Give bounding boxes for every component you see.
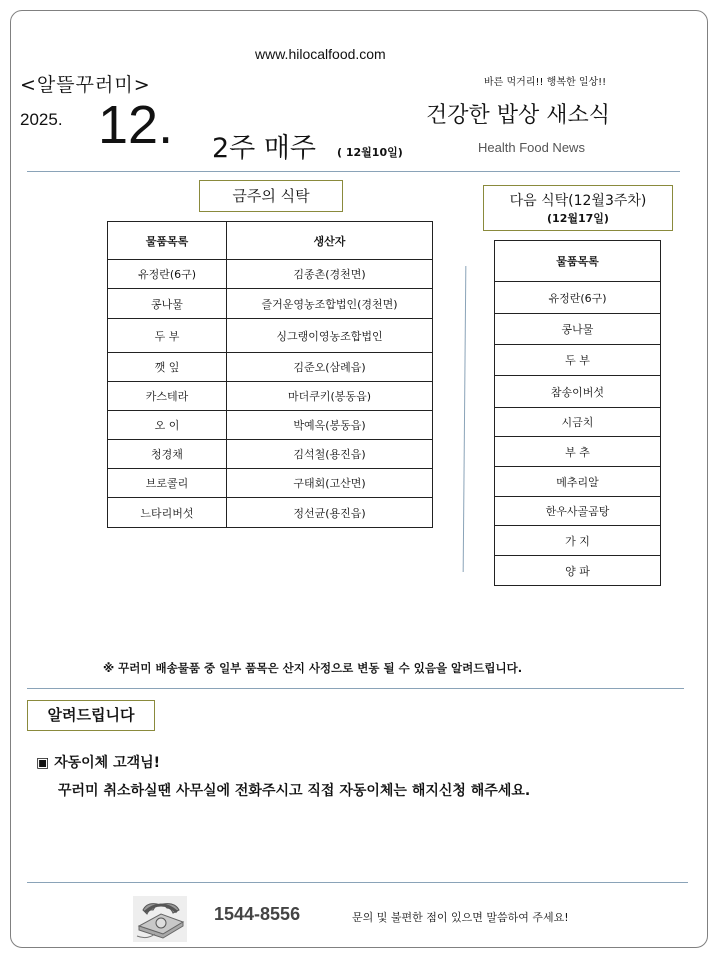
producer-cell: 구태회(고산면) bbox=[227, 469, 433, 498]
list-item bbox=[495, 497, 661, 526]
table-header-item: 물품목록 bbox=[108, 222, 227, 260]
list-item bbox=[495, 437, 661, 467]
issue-year: 2025. bbox=[20, 110, 63, 129]
contact-note: 문의 및 불편한 점이 있으면 말씀하여 주세요! bbox=[352, 911, 569, 924]
table-row bbox=[108, 260, 433, 289]
table-row bbox=[108, 382, 433, 411]
announce-heading: ▣ 자동이체 고객님! bbox=[36, 755, 161, 771]
item-cell: 참송이버섯 bbox=[495, 376, 661, 408]
issue-month: 12. bbox=[98, 95, 174, 155]
slogan: 바른 먹거리!! 행복한 일상!! bbox=[484, 77, 607, 88]
section-divider bbox=[27, 688, 684, 689]
announce-label: 알려드립니다 bbox=[27, 700, 155, 731]
producer-cell: 마더쿠키(봉동읍) bbox=[227, 382, 433, 411]
list-item bbox=[495, 408, 661, 437]
table-header-item: 물품목록 bbox=[495, 241, 661, 282]
substitution-notice: ※ 꾸러미 배송물품 중 일부 품목은 산지 사정으로 변동 될 수 있음을 알려드립니다. bbox=[103, 661, 523, 675]
list-item bbox=[495, 376, 661, 408]
list-item bbox=[495, 467, 661, 497]
producer-cell: 김준오(삼례읍) bbox=[227, 353, 433, 382]
footer-divider bbox=[27, 882, 688, 883]
item-cell: 깻 잎 bbox=[108, 353, 227, 382]
item-cell: 카스테라 bbox=[108, 382, 227, 411]
item-cell: 유정란(6구) bbox=[108, 260, 227, 289]
table-row bbox=[108, 440, 433, 469]
list-item bbox=[495, 345, 661, 376]
table-row bbox=[108, 289, 433, 319]
item-cell: 가 지 bbox=[495, 526, 661, 556]
producer-cell: 정선균(용진읍) bbox=[227, 498, 433, 528]
header-divider bbox=[27, 171, 680, 172]
issue-week: 2주 매주 bbox=[212, 133, 317, 164]
item-cell: 콩나물 bbox=[108, 289, 227, 319]
table-header-producer: 생산자 bbox=[227, 222, 433, 260]
list-item bbox=[495, 314, 661, 345]
next-week-label bbox=[483, 185, 673, 231]
table-row bbox=[108, 411, 433, 440]
item-cell: 오 이 bbox=[108, 411, 227, 440]
issue-date: ( 12월10일) bbox=[337, 146, 403, 159]
producer-cell: 김종촌(경천면) bbox=[227, 260, 433, 289]
item-cell: 청경채 bbox=[108, 440, 227, 469]
list-item bbox=[495, 526, 661, 556]
item-cell: 시금치 bbox=[495, 408, 661, 437]
this-week-table bbox=[107, 221, 433, 528]
announce-message: 꾸러미 취소하실땐 사무실에 전화주시고 직접 자동이체는 해지신청 해주세요. bbox=[58, 783, 531, 799]
item-cell: 두 부 bbox=[495, 345, 661, 376]
telephone-icon bbox=[133, 896, 187, 942]
item-cell: 두 부 bbox=[108, 319, 227, 353]
producer-cell: 싱그랭이영농조합법인 bbox=[227, 319, 433, 353]
item-cell: 한우사골곰탕 bbox=[495, 497, 661, 526]
table-row bbox=[108, 353, 433, 382]
table-row bbox=[108, 498, 433, 528]
item-cell: 메추리알 bbox=[495, 467, 661, 497]
item-cell: 콩나물 bbox=[495, 314, 661, 345]
website-url[interactable]: www.hilocalfood.com bbox=[255, 46, 386, 62]
this-week-label: 금주의 식탁 bbox=[199, 180, 343, 212]
newsletter-subtitle: Health Food News bbox=[478, 140, 585, 155]
producer-cell: 박예옥(봉동읍) bbox=[227, 411, 433, 440]
item-cell: 유정란(6구) bbox=[495, 282, 661, 314]
item-cell: 느타리버섯 bbox=[108, 498, 227, 528]
list-item bbox=[495, 282, 661, 314]
item-cell: 양 파 bbox=[495, 556, 661, 586]
newsletter-title: 건강한 밥상 새소식 bbox=[426, 103, 611, 128]
list-item bbox=[495, 556, 661, 586]
next-week-date: (12월17일) bbox=[547, 212, 609, 225]
next-week-table bbox=[494, 240, 661, 586]
item-cell: 부 추 bbox=[495, 437, 661, 467]
producer-cell: 즐거운영농조합법인(경천면) bbox=[227, 289, 433, 319]
phone-number[interactable]: 1544-8556 bbox=[214, 904, 301, 924]
table-row bbox=[108, 469, 433, 498]
item-cell: 브로콜리 bbox=[108, 469, 227, 498]
next-week-title: 다음 식탁(12월3주차) bbox=[509, 193, 647, 209]
table-row bbox=[108, 319, 433, 353]
producer-cell: 김석철(용진읍) bbox=[227, 440, 433, 469]
brand-name: <알뜰꾸러미> bbox=[20, 74, 151, 96]
